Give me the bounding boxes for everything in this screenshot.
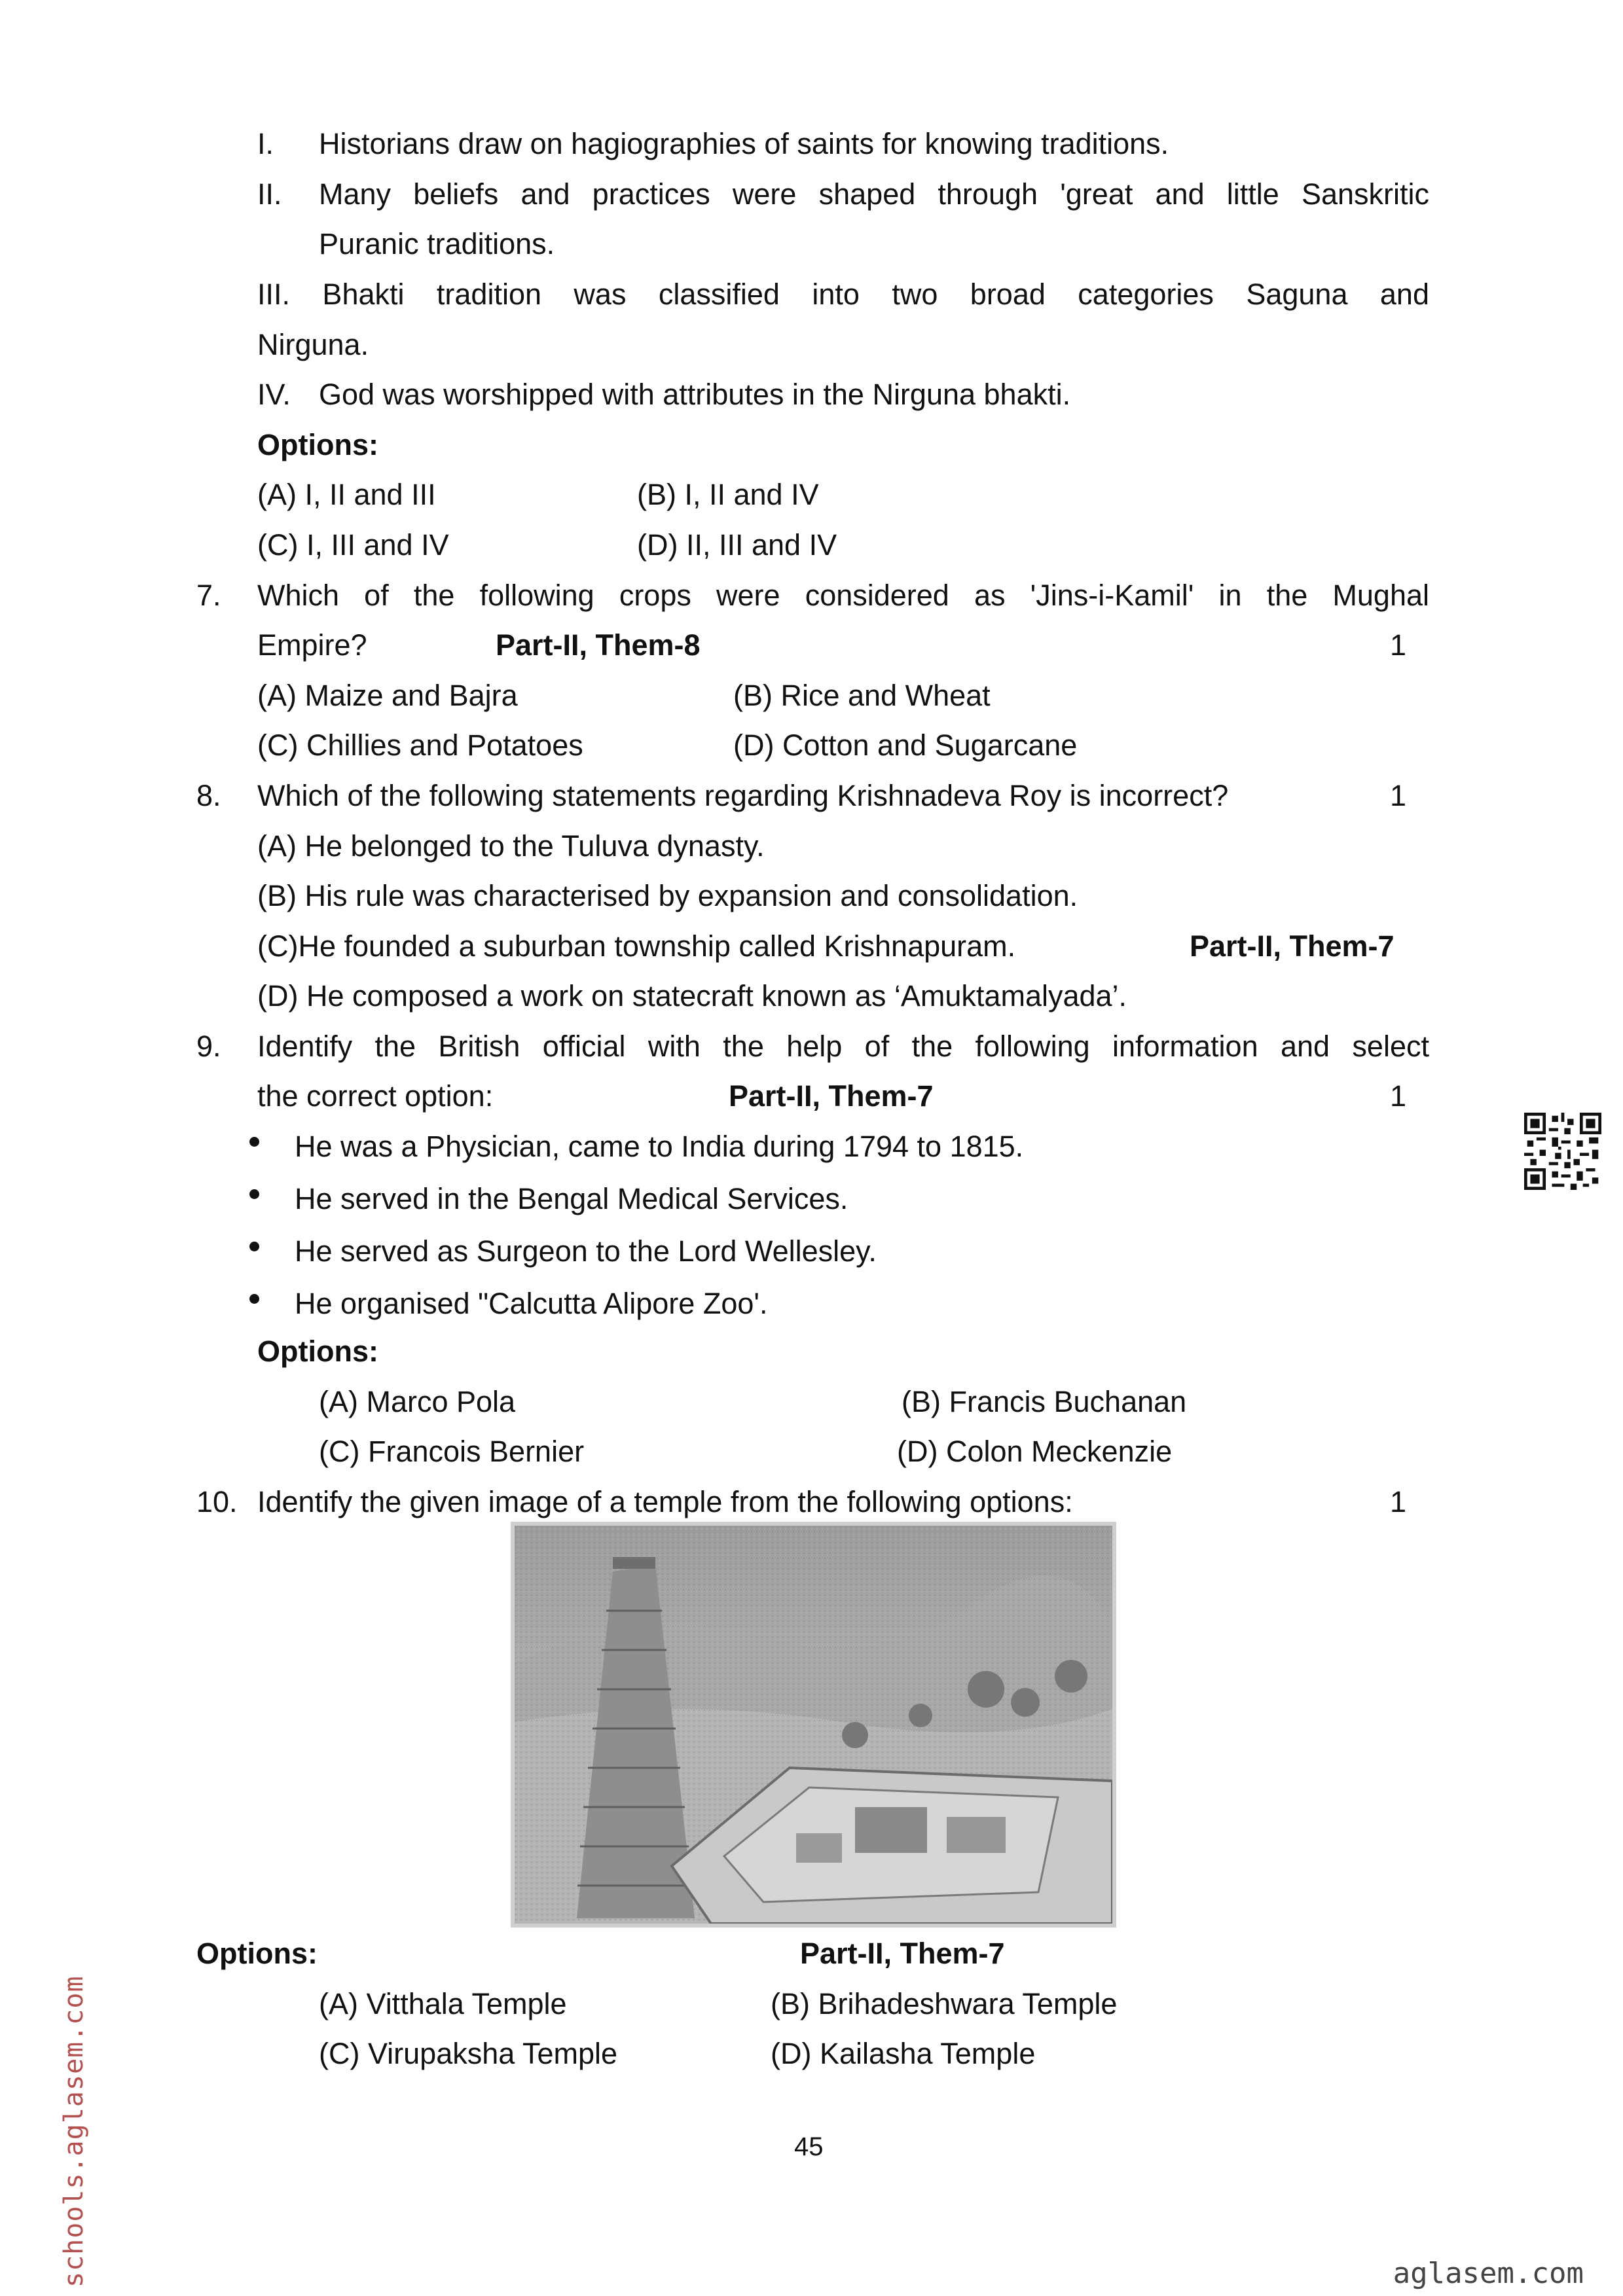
q7-section-tag: Part-II, Them-8 bbox=[496, 628, 701, 662]
q8-option-a: (A) He belonged to the Tuluva dynasty. bbox=[257, 829, 765, 863]
statement-i-number: I. bbox=[257, 127, 274, 160]
q7-marks: 1 bbox=[1390, 628, 1407, 662]
q9-clue-4: He organised "Calcutta Alipore Zoo'. bbox=[295, 1287, 768, 1320]
q9-options-label: Options: bbox=[257, 1335, 378, 1368]
q8-marks: 1 bbox=[1390, 779, 1407, 812]
q8-question-text: Which of the following statements regarding Krishnadeva Roy is incorrect? bbox=[257, 779, 1229, 812]
q6-option-d: (D) II, III and IV bbox=[637, 528, 837, 562]
q9-clue-3: He served as Surgeon to the Lord Wellesley. bbox=[295, 1234, 877, 1268]
q10-question-text: Identify the given image of a temple from the following options: bbox=[257, 1485, 1073, 1518]
q7-question-text: Which of the following crops were considered as 'Jins-i-Kamil' in the Mughal bbox=[257, 579, 1429, 612]
q9-number: 9. bbox=[196, 1030, 221, 1063]
bullet-icon bbox=[249, 1242, 259, 1251]
q7-option-b: (B) Rice and Wheat bbox=[733, 679, 991, 712]
q10-option-b: (B) Brihadeshwara Temple bbox=[771, 1987, 1118, 2020]
statement-ii-number: II. bbox=[257, 177, 282, 211]
temple-photograph bbox=[511, 1522, 1116, 1928]
statement-iv-text: God was worshipped with attributes in the Nirguna bhakti. bbox=[319, 378, 1071, 411]
q9-marks: 1 bbox=[1390, 1079, 1407, 1113]
q9-question-text: Identify the British official with the help of the following information and select bbox=[257, 1030, 1429, 1063]
q10-option-d: (D) Kailasha Temple bbox=[771, 2037, 1036, 2070]
statement-iv-number: IV. bbox=[257, 378, 291, 411]
q9-clue-2: He served in the Bengal Medical Services. bbox=[295, 1182, 848, 1215]
q8-option-d: (D) He composed a work on statecraft known as ‘Amuktamalyada’. bbox=[257, 979, 1127, 1013]
q10-marks: 1 bbox=[1390, 1485, 1407, 1518]
q9-option-b: (B) Francis Buchanan bbox=[902, 1385, 1187, 1418]
statement-iii-text: III. Bhakti tradition was classified into two broad categories Saguna and bbox=[257, 278, 1429, 311]
q9-question-continuation: the correct option: bbox=[257, 1079, 494, 1113]
q8-option-c: (C)He founded a suburban township called Krishnapuram. bbox=[257, 929, 1016, 963]
q10-option-a: (A) Vitthala Temple bbox=[319, 1987, 567, 2020]
q6-options-label: Options: bbox=[257, 428, 378, 461]
q9-option-d: (D) Colon Meckenzie bbox=[897, 1435, 1173, 1468]
q6-option-b: (B) I, II and IV bbox=[637, 478, 819, 511]
statement-ii-continuation: Puranic traditions. bbox=[319, 227, 555, 260]
q9-option-c: (C) Francois Bernier bbox=[319, 1435, 585, 1468]
q9-clue-1: He was a Physician, came to India during 1794 to 1815. bbox=[295, 1130, 1024, 1163]
q10-option-c: (C) Virupaksha Temple bbox=[319, 2037, 618, 2070]
page-number: 45 bbox=[794, 2132, 824, 2161]
q6-option-c: (C) I, III and IV bbox=[257, 528, 449, 562]
statement-ii-text: Many beliefs and practices were shaped through 'great and little Sanskritic bbox=[319, 177, 1429, 211]
bullet-icon bbox=[249, 1137, 259, 1147]
q7-option-a: (A) Maize and Bajra bbox=[257, 679, 518, 712]
q10-number: 10. bbox=[196, 1485, 238, 1518]
q7-number: 7. bbox=[196, 579, 221, 612]
statement-i-text: Historians draw on hagiographies of saints for knowing traditions. bbox=[319, 127, 1169, 160]
bullet-icon bbox=[249, 1294, 259, 1304]
q7-question-continuation: Empire? bbox=[257, 628, 367, 662]
corner-watermark: aglasem.com bbox=[1393, 2257, 1584, 2290]
side-watermark: schools.aglasem.com bbox=[59, 1975, 89, 2287]
temple-illustration bbox=[515, 1526, 1112, 1924]
q6-option-a: (A) I, II and III bbox=[257, 478, 436, 511]
statement-iii-continuation: Nirguna. bbox=[257, 328, 369, 361]
q8-section-tag: Part-II, Them-7 bbox=[1190, 929, 1395, 963]
q9-option-a: (A) Marco Pola bbox=[319, 1385, 516, 1418]
bullet-icon bbox=[249, 1189, 259, 1199]
q7-option-c: (C) Chillies and Potatoes bbox=[257, 728, 583, 762]
q9-section-tag: Part-II, Them-7 bbox=[729, 1079, 934, 1113]
qr-code-icon bbox=[1524, 1113, 1601, 1190]
q7-option-d: (D) Cotton and Sugarcane bbox=[733, 728, 1078, 762]
q10-section-tag: Part-II, Them-7 bbox=[800, 1937, 1005, 1970]
q10-options-label: Options: bbox=[196, 1937, 318, 1970]
q8-number: 8. bbox=[196, 779, 221, 812]
q8-option-b: (B) His rule was characterised by expansion and consolidation. bbox=[257, 879, 1078, 912]
